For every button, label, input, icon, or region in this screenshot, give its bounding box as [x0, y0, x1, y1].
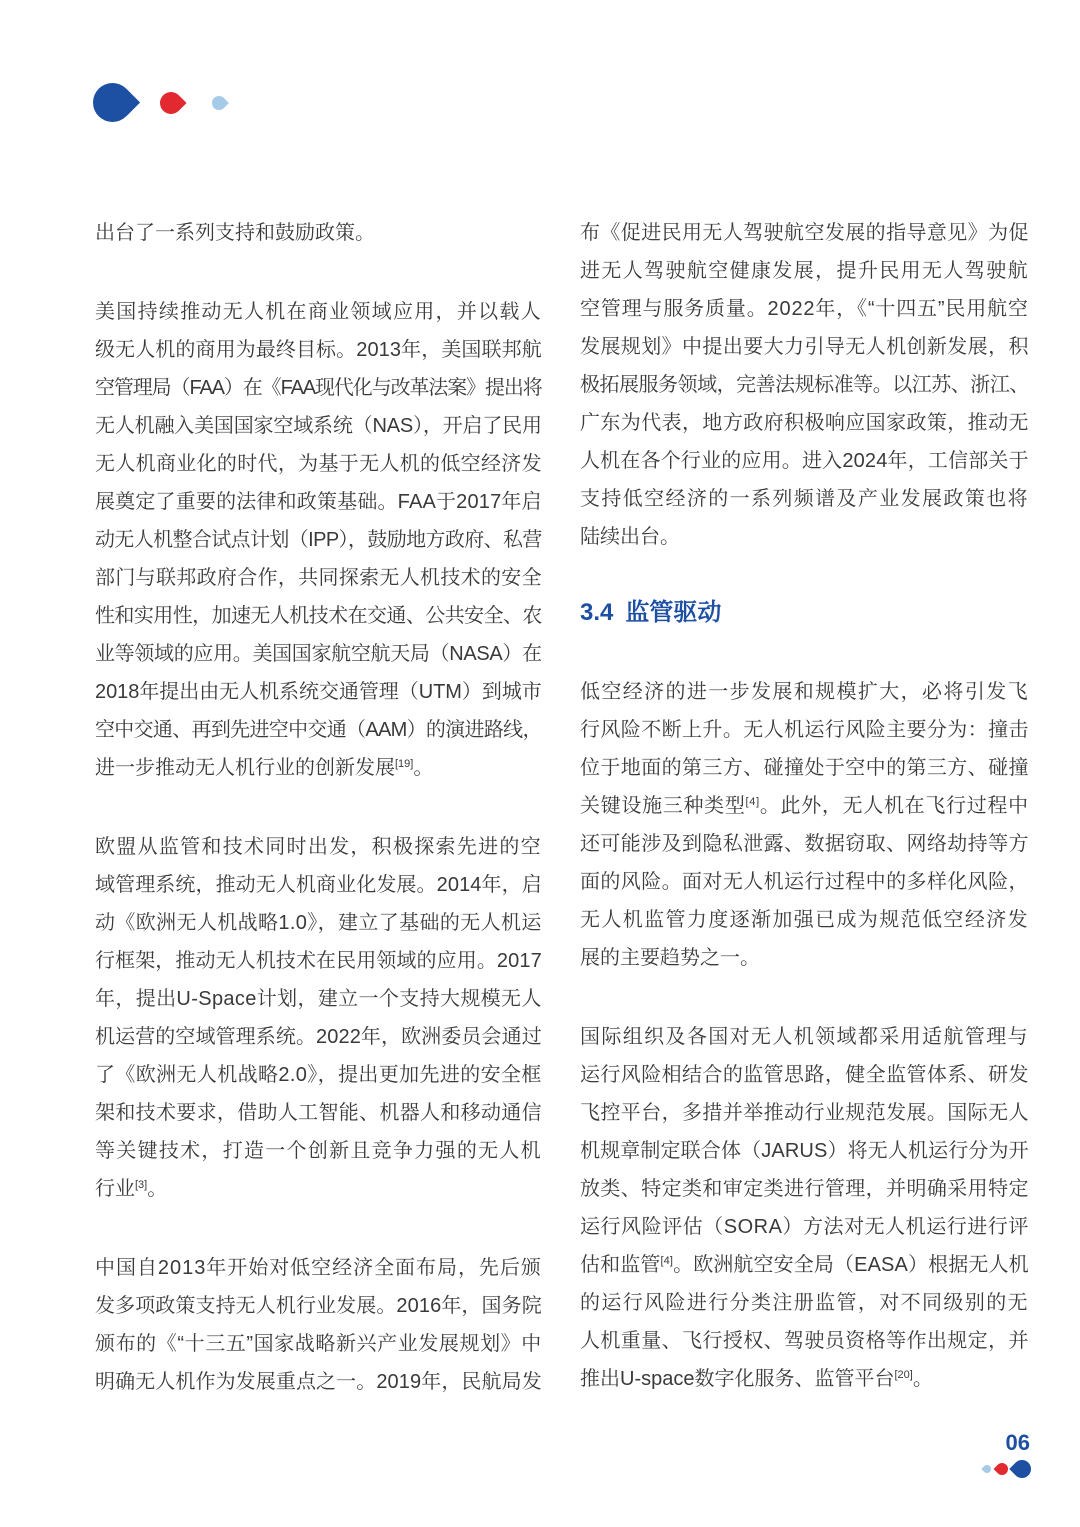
page-number: 06	[1005, 1430, 1030, 1455]
blue-droplet-icon	[85, 75, 140, 130]
blue-droplet-icon	[1009, 1456, 1034, 1481]
text-line: 域管理系统，推动无人机商业化发展。2014年，启	[95, 874, 542, 896]
line-text: 行业	[95, 1178, 135, 1200]
red-droplet-icon	[994, 1461, 1011, 1478]
right-column	[580, 214, 1030, 1398]
line-text: 。此外，无人机在飞行过程中	[759, 795, 1029, 817]
text-line: 飞控平台，多措并举推动行业规范发展。国际无人	[580, 1102, 1029, 1124]
paragraph	[580, 1018, 1030, 1398]
text-line: 支持低空经济的一系列频谱及产业发展政策也将	[580, 488, 1029, 510]
text-line: 空管理与服务质量。2022年，《“十四五”民用航空	[580, 298, 1029, 320]
section-number: 3.4	[580, 599, 614, 626]
citation-marker: [4]	[745, 796, 760, 808]
line-text: 。欧洲航空安全局（EASA）根据无人机	[673, 1254, 1029, 1276]
text-line: 放类、特定类和审定类进行管理，并明确采用特定	[580, 1178, 1029, 1200]
paragraph	[580, 673, 1030, 977]
text-line: 行风险不断上升。无人机运行风险主要分为：撞击	[580, 719, 1029, 741]
text-line: 美国持续推动无人机在商业领域应用，并以载人	[95, 301, 542, 323]
text-line: 了《欧洲无人机战略2.0》，提出更加先进的安全框	[95, 1064, 542, 1086]
paragraph	[95, 293, 543, 787]
paragraph	[580, 214, 1030, 556]
text-line: 无人机商业化的时代，为基于无人机的低空经济发	[95, 453, 542, 475]
line-text: 。	[147, 1178, 168, 1200]
red-droplet-icon	[155, 87, 186, 118]
text-line: 机规章制定联合体（JARUS）将无人机运行分为开	[580, 1140, 1029, 1162]
text-line: 颁布的《“十三五”国家战略新兴产业发展规划》中	[95, 1333, 542, 1355]
paragraph	[95, 1249, 543, 1401]
paragraph-group	[580, 214, 1030, 556]
left-column	[95, 214, 543, 1401]
text-line: 低空经济的进一步发展和规模扩大，必将引发飞	[580, 681, 1029, 703]
text-line: 还可能涉及到隐私泄露、数据窃取、网络劫持等方	[580, 833, 1029, 855]
text-line: 运行风险评估（SORA）方法对无人机运行进行评	[580, 1216, 1029, 1238]
text-line: 展奠定了重要的法律和政策基础。FAA于2017年启	[95, 491, 542, 513]
section-heading	[580, 594, 1030, 632]
line-text: 进一步推动无人机行业的创新发展	[95, 757, 395, 779]
text-line: 展的主要趋势之一。	[580, 947, 760, 969]
text-line: 位于地面的第三方、碰撞处于空中的第三方、碰撞	[580, 757, 1029, 779]
light-blue-droplet-icon	[209, 93, 229, 113]
text-line: 发多项政策支持无人机行业发展。2016年，国务院	[95, 1295, 542, 1317]
text-line: 出台了一系列支持和鼓励政策。	[95, 222, 375, 244]
citation-marker: [3]	[135, 1179, 148, 1191]
text-line: 性和实用性，加速无人机技术在交通、公共安全、农	[95, 605, 542, 627]
text-line: 年，提出U-Space计划，建立一个支持大规模无人	[95, 988, 542, 1010]
text-line: 的运行风险进行分类注册监管，对不同级别的无	[580, 1292, 1029, 1314]
text-line: 国际组织及各国对无人机领域都采用适航管理与	[580, 1026, 1029, 1048]
citation-marker: [4]	[660, 1255, 674, 1267]
text-line: 级无人机的商用为最终目标。2013年，美国联邦航	[95, 339, 542, 361]
text-line: 明确无人机作为发展重点之一。2019年，民航局发	[95, 1371, 542, 1393]
section-title: 监管驱动	[625, 599, 722, 626]
text-line	[95, 1170, 543, 1208]
text-line	[580, 1246, 1030, 1284]
citation-marker: [20]	[894, 1369, 913, 1381]
text-line: 欧盟从监管和技术同时出发，积极探索先进的空	[95, 836, 542, 858]
text-line	[95, 749, 543, 787]
text-line: 极拓展服务领域，完善法规标准等。以江苏、浙江、	[580, 374, 1029, 396]
paragraph	[95, 214, 543, 252]
text-line: 陆续出台。	[580, 526, 680, 548]
line-text: 推出U-space数字化服务、监管平台	[580, 1368, 895, 1390]
text-line: 等关键技术，打造一个创新且竞争力强的无人机	[95, 1140, 542, 1162]
line-text: 。	[912, 1368, 933, 1390]
text-line: 部门与联邦政府合作，共同探索无人机技术的安全	[95, 567, 542, 589]
text-line: 人机在各个行业的应用。进入2024年，工信部关于	[580, 450, 1029, 472]
text-line: 无人机融入美国国家空域系统（NAS），开启了民用	[95, 415, 542, 437]
citation-marker: [19]	[395, 758, 414, 770]
text-line: 中国自2013年开始对低空经济全面布局，先后颁	[95, 1257, 542, 1279]
text-line: 机运营的空域管理系统。2022年，欧洲委员会通过	[95, 1026, 542, 1048]
line-text: 关键设施三种类型	[580, 795, 746, 817]
paragraph	[95, 828, 543, 1208]
line-text: 。	[413, 757, 434, 779]
text-line	[580, 1360, 1030, 1398]
light-blue-droplet-icon	[981, 1463, 992, 1474]
text-line: 人机重量、飞行授权、驾驶员资格等作出规定，并	[580, 1330, 1029, 1352]
text-line: 动无人机整合试点计划（IPP），鼓励地方政府、私营	[95, 529, 542, 551]
text-line: 业等领域的应用。美国国家航空航天局（NASA）在	[95, 643, 542, 665]
text-line: 空中交通、再到先进空中交通（AAM）的演进路线，	[95, 719, 542, 741]
line-text: 估和监管	[580, 1254, 661, 1276]
text-line: 行框架，推动无人机技术在民用领域的应用。2017	[95, 950, 542, 972]
text-line	[580, 787, 1030, 825]
text-line: 动《欧洲无人机战略1.0》，建立了基础的无人机运	[95, 912, 542, 934]
text-line: 运行风险相结合的监管思路，健全监管体系、研发	[580, 1064, 1029, 1086]
text-line: 布《促进民用无人驾驶航空发展的指导意见》为促	[580, 222, 1029, 244]
text-line: 进无人驾驶航空健康发展，提升民用无人驾驶航	[580, 260, 1029, 282]
text-line: 面的风险。面对无人机运行过程中的多样化风险，	[580, 871, 1029, 893]
text-line: 2018年提出由无人机系统交通管理（UTM）到城市	[95, 681, 542, 703]
text-line: 空管理局（FAA）在《FAA现代化与改革法案》提出将	[95, 377, 542, 399]
section-body	[580, 673, 1030, 1398]
text-line: 发展规划》中提出要大力引导无人机创新发展，积	[580, 336, 1029, 358]
text-line: 架和技术要求，借助人工智能、机器人和移动通信	[95, 1102, 542, 1124]
text-line: 广东为代表，地方政府积极响应国家政策，推动无	[580, 412, 1029, 434]
text-line: 无人机监管力度逐渐加强已成为规范低空经济发	[580, 909, 1029, 931]
